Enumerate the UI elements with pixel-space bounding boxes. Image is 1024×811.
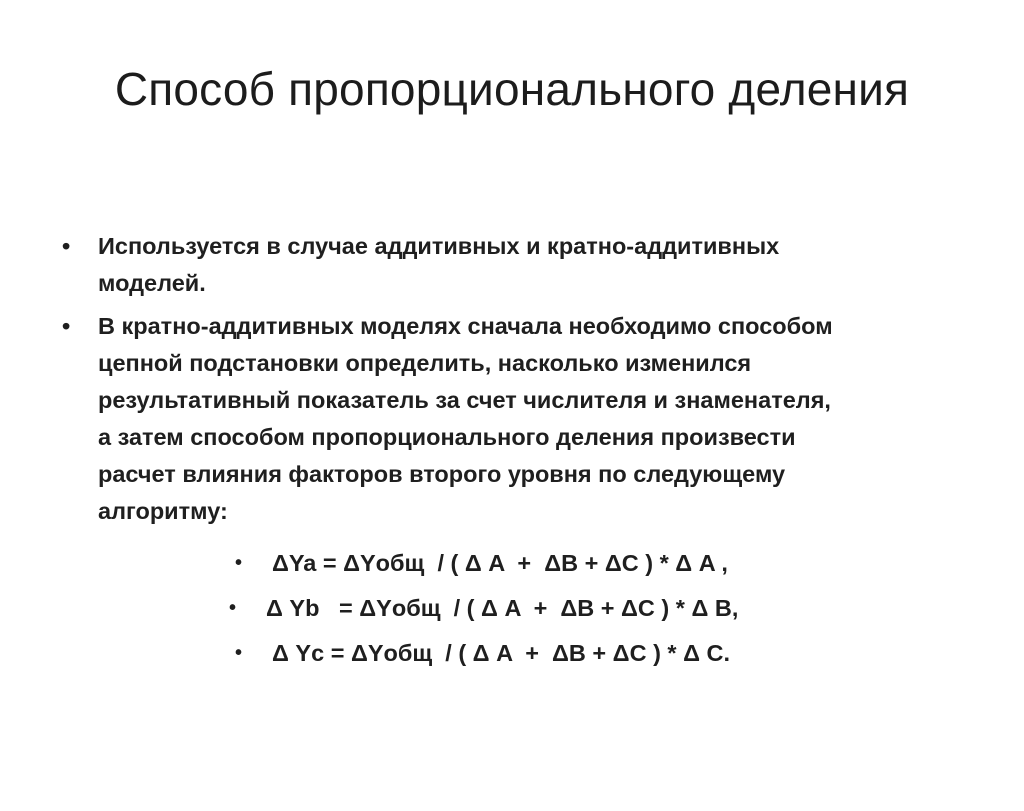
bullet-item-algorithm [62,308,962,530]
bullet-icon: • [235,552,243,574]
bullet-line: моделей. [98,270,206,296]
formula-yb [0,586,1024,631]
bullet-icon: • [229,597,237,619]
formula-text: ΔYa = ΔYобщ / ( Δ A + ΔB + ΔC ) * Δ A , [272,550,728,576]
formula-list [0,541,1024,676]
bullet-icon: • [62,233,71,259]
bullet-line: результативный показатель за счет числителя и знаменателя, [98,387,831,413]
formula-text: Δ Yc = ΔYобщ / ( Δ A + ΔB + ΔC ) * Δ C. [272,640,731,666]
formula-text: Δ Yb = ΔYобщ / ( Δ A + ΔB + ΔC ) * Δ B, [266,595,739,621]
bullet-icon: • [62,313,71,339]
formula-yc [0,631,1024,676]
bullet-list [62,228,962,536]
bullet-line: В кратно-аддитивных моделях сначала необходимо способом [98,313,833,339]
slide-title: Способ пропорционального деления [114,63,910,115]
bullet-line: расчет влияния факторов второго уровня по следующему [98,461,786,487]
bullet-line: алгоритму: [98,498,228,524]
bullet-item-usage [62,228,962,302]
formula-ya [0,541,1024,586]
bullet-line: а затем способом пропорционального деления произвести [98,424,796,450]
bullet-line: Используется в случае аддитивных и кратно-аддитивных [98,233,780,259]
bullet-line: цепной подстановки определить, насколько изменился [98,350,752,376]
bullet-icon: • [235,642,243,664]
